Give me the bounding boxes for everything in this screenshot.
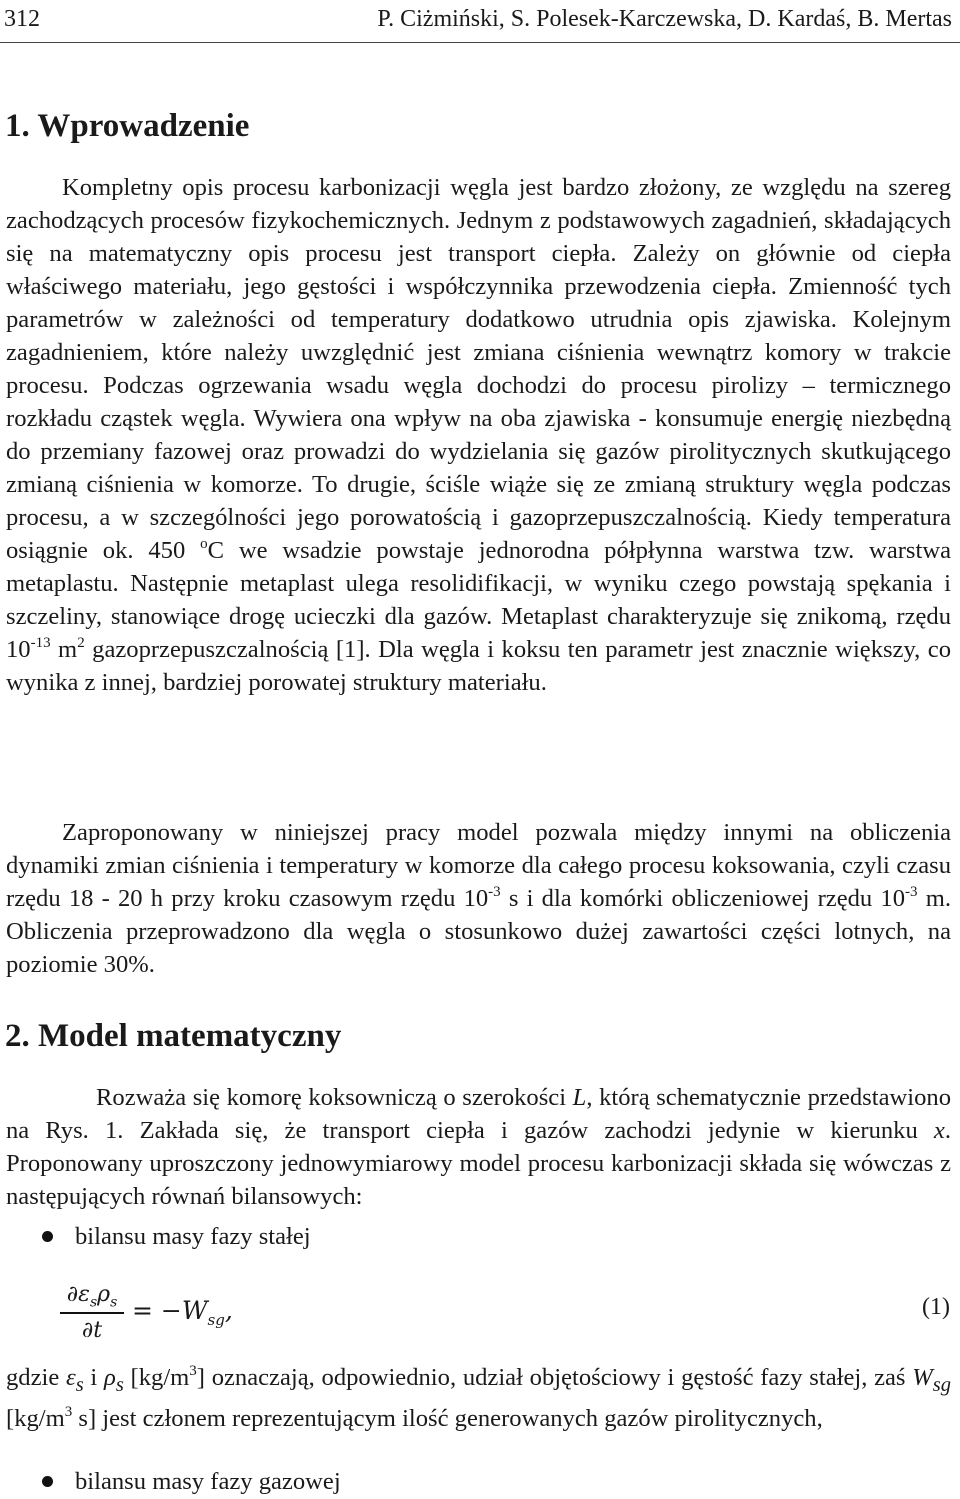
running-header bbox=[4, 2, 952, 36]
text-run: ] oznaczają, odpowiednio, udział objętościowy i gęstość fazy stałej, zaś bbox=[196, 1364, 913, 1391]
section-heading-introduction: 1. Wprowadzenie bbox=[5, 108, 250, 144]
section-heading-model: 2. Model matematyczny bbox=[5, 1018, 342, 1054]
bullet-item-gas-mass bbox=[42, 1465, 341, 1498]
text-run: i bbox=[83, 1364, 104, 1391]
text-run: m bbox=[50, 636, 78, 663]
paragraph-introduction-1 bbox=[6, 171, 951, 699]
variable-x: x bbox=[933, 1117, 945, 1144]
equation-number: (1) bbox=[922, 1294, 950, 1320]
paragraph-model-intro bbox=[6, 1081, 951, 1213]
text-run: [kg/m bbox=[6, 1404, 65, 1432]
equation-rhs bbox=[132, 1296, 233, 1329]
text-run: gazoprzepuszczalnością [1]. Dla węgla i koksu ten parametr jest znacznie większy, co wynika z innej, bardziej porowatej struktury materiału. bbox=[6, 636, 951, 696]
subscript: sg bbox=[932, 1373, 951, 1396]
superscript: -3 bbox=[905, 883, 918, 900]
rho-symbol: ρ bbox=[104, 1364, 116, 1391]
header-rule bbox=[0, 42, 960, 43]
rhs-term: = −W bbox=[132, 1296, 208, 1325]
text-run: m. Obliczenia przeprowadzono dla węgla o stosunkowo dużej zawartości części lotnych, na poziomie 30%. bbox=[6, 885, 951, 978]
equation-fraction bbox=[60, 1282, 124, 1344]
text-run: Kompletny opis procesu karbonizacji węgla jest bardzo złożony, ze względu na szereg zachodzących procesów fizykochemicznych. Jednym z podstawowych zagadnień, składających się na matematyczny opis procesu jest transport ciepła. Zależy on głównie od ciepła właściwego materiału, jego gęstości i współczynnika przewodzenia ciepła. Zmienność tych parametrów w zależności od temperatury dodatkowo utrudnia opis zjawiska. Kolejnym zagadnieniem, które należy uwzględnić jest zmiana ciśnienia wewnątrz komory w trakcie procesu. Podczas ogrzewania wsadu węgla dochodzi do procesu pirolizy – termicznego rozkładu cząstek węgla. Wywiera ona wpływ na oba zjawiska - konsumuje energię niezbędną do przemiany fazowej oraz prowadzi do wydzielania się gazów pirolitycznych skutkującego zmianą ciśnienia w komorze. To drugie, ściśle wiąże się ze zmianą struktury węgla podczas procesu, a w szczególności jego porowatością i gazoprzepuszczalnością. Kiedy temperatura osiągnie ok. 450 bbox=[6, 174, 951, 564]
text-run: C we wsadzie powstaje jednorodna półpłynna warstwa tzw. warstwa metaplastu. Następnie metaplast ulega resolidifikacji, w wyniku czego powstają spękania i szczeliny, stanowiące drogę ucieczki dla gazów. Metaplast charakteryzuje się znikomą, rzędu 10 bbox=[6, 537, 952, 663]
superscript: -13 bbox=[30, 634, 51, 651]
text-run: [kg/m bbox=[123, 1364, 190, 1391]
text-run: s i dla komórki obliczeniowej rzędu 10 bbox=[500, 885, 906, 912]
paragraph-symbol-definitions bbox=[6, 1361, 951, 1435]
subscript: s bbox=[75, 1373, 84, 1396]
subscript: s bbox=[110, 1294, 118, 1311]
superscript: o bbox=[200, 535, 208, 552]
comma: , bbox=[224, 1296, 233, 1325]
subscript: s bbox=[115, 1373, 124, 1396]
paragraph-introduction-2 bbox=[6, 816, 951, 981]
text-run: Zaproponowany w niniejszej pracy model pozwala między innymi na obliczenia dynamiki zmian ciśnienia i temperatury w komorze dla całego procesu koksowania, czyli czasu rzędu 18 - 20 h przy kroku czasowym rzędu 10 bbox=[6, 819, 951, 912]
superscript: 3 bbox=[189, 1362, 197, 1379]
fraction-denominator: ∂t bbox=[81, 1318, 103, 1343]
subscript: sg bbox=[207, 1311, 225, 1329]
superscript: 2 bbox=[77, 634, 85, 651]
bullet-item-solid-mass bbox=[42, 1220, 311, 1253]
bullet-text: bilansu masy fazy stałej bbox=[75, 1223, 311, 1250]
superscript: -3 bbox=[488, 883, 501, 900]
w-symbol: W bbox=[912, 1364, 933, 1391]
fraction-numerator bbox=[60, 1282, 124, 1311]
text-run: s] jest członem reprezentującym ilość generowanych gazów pirolitycznych, bbox=[72, 1404, 823, 1432]
epsilon-symbol: ε bbox=[66, 1364, 76, 1391]
equation-1 bbox=[60, 1282, 950, 1342]
bullet-text: bilansu masy fazy gazowej bbox=[75, 1468, 341, 1495]
superscript: 3 bbox=[64, 1403, 73, 1420]
subscript: s bbox=[89, 1294, 98, 1311]
running-header-authors: P. Ciżmiński, S. Polesek-Karczewska, D. Kardaś, B. Mertas bbox=[377, 6, 952, 32]
rho-symbol: ρ bbox=[97, 1282, 111, 1307]
bullet-icon bbox=[42, 1476, 53, 1487]
text-run: , którą schematycznie przedstawiono na Rys. 1. Zakłada się, że transport ciepła i gazów zachodzi jedynie w kierunku bbox=[6, 1084, 951, 1144]
bullet-icon bbox=[42, 1231, 53, 1242]
partial-epsilon: ∂ε bbox=[66, 1282, 90, 1307]
variable-L: L bbox=[572, 1084, 587, 1111]
text-run: gdzie bbox=[6, 1364, 66, 1391]
text-run: Rozważa się komorę koksowniczą o szerokości bbox=[96, 1084, 573, 1111]
text-run: . Proponowany uproszczony jednowymiarowy model procesu karbonizacji składa się wówczas z następujących równań bilansowych: bbox=[6, 1117, 951, 1210]
page-number: 312 bbox=[4, 6, 40, 32]
fraction-bar bbox=[60, 1312, 124, 1314]
